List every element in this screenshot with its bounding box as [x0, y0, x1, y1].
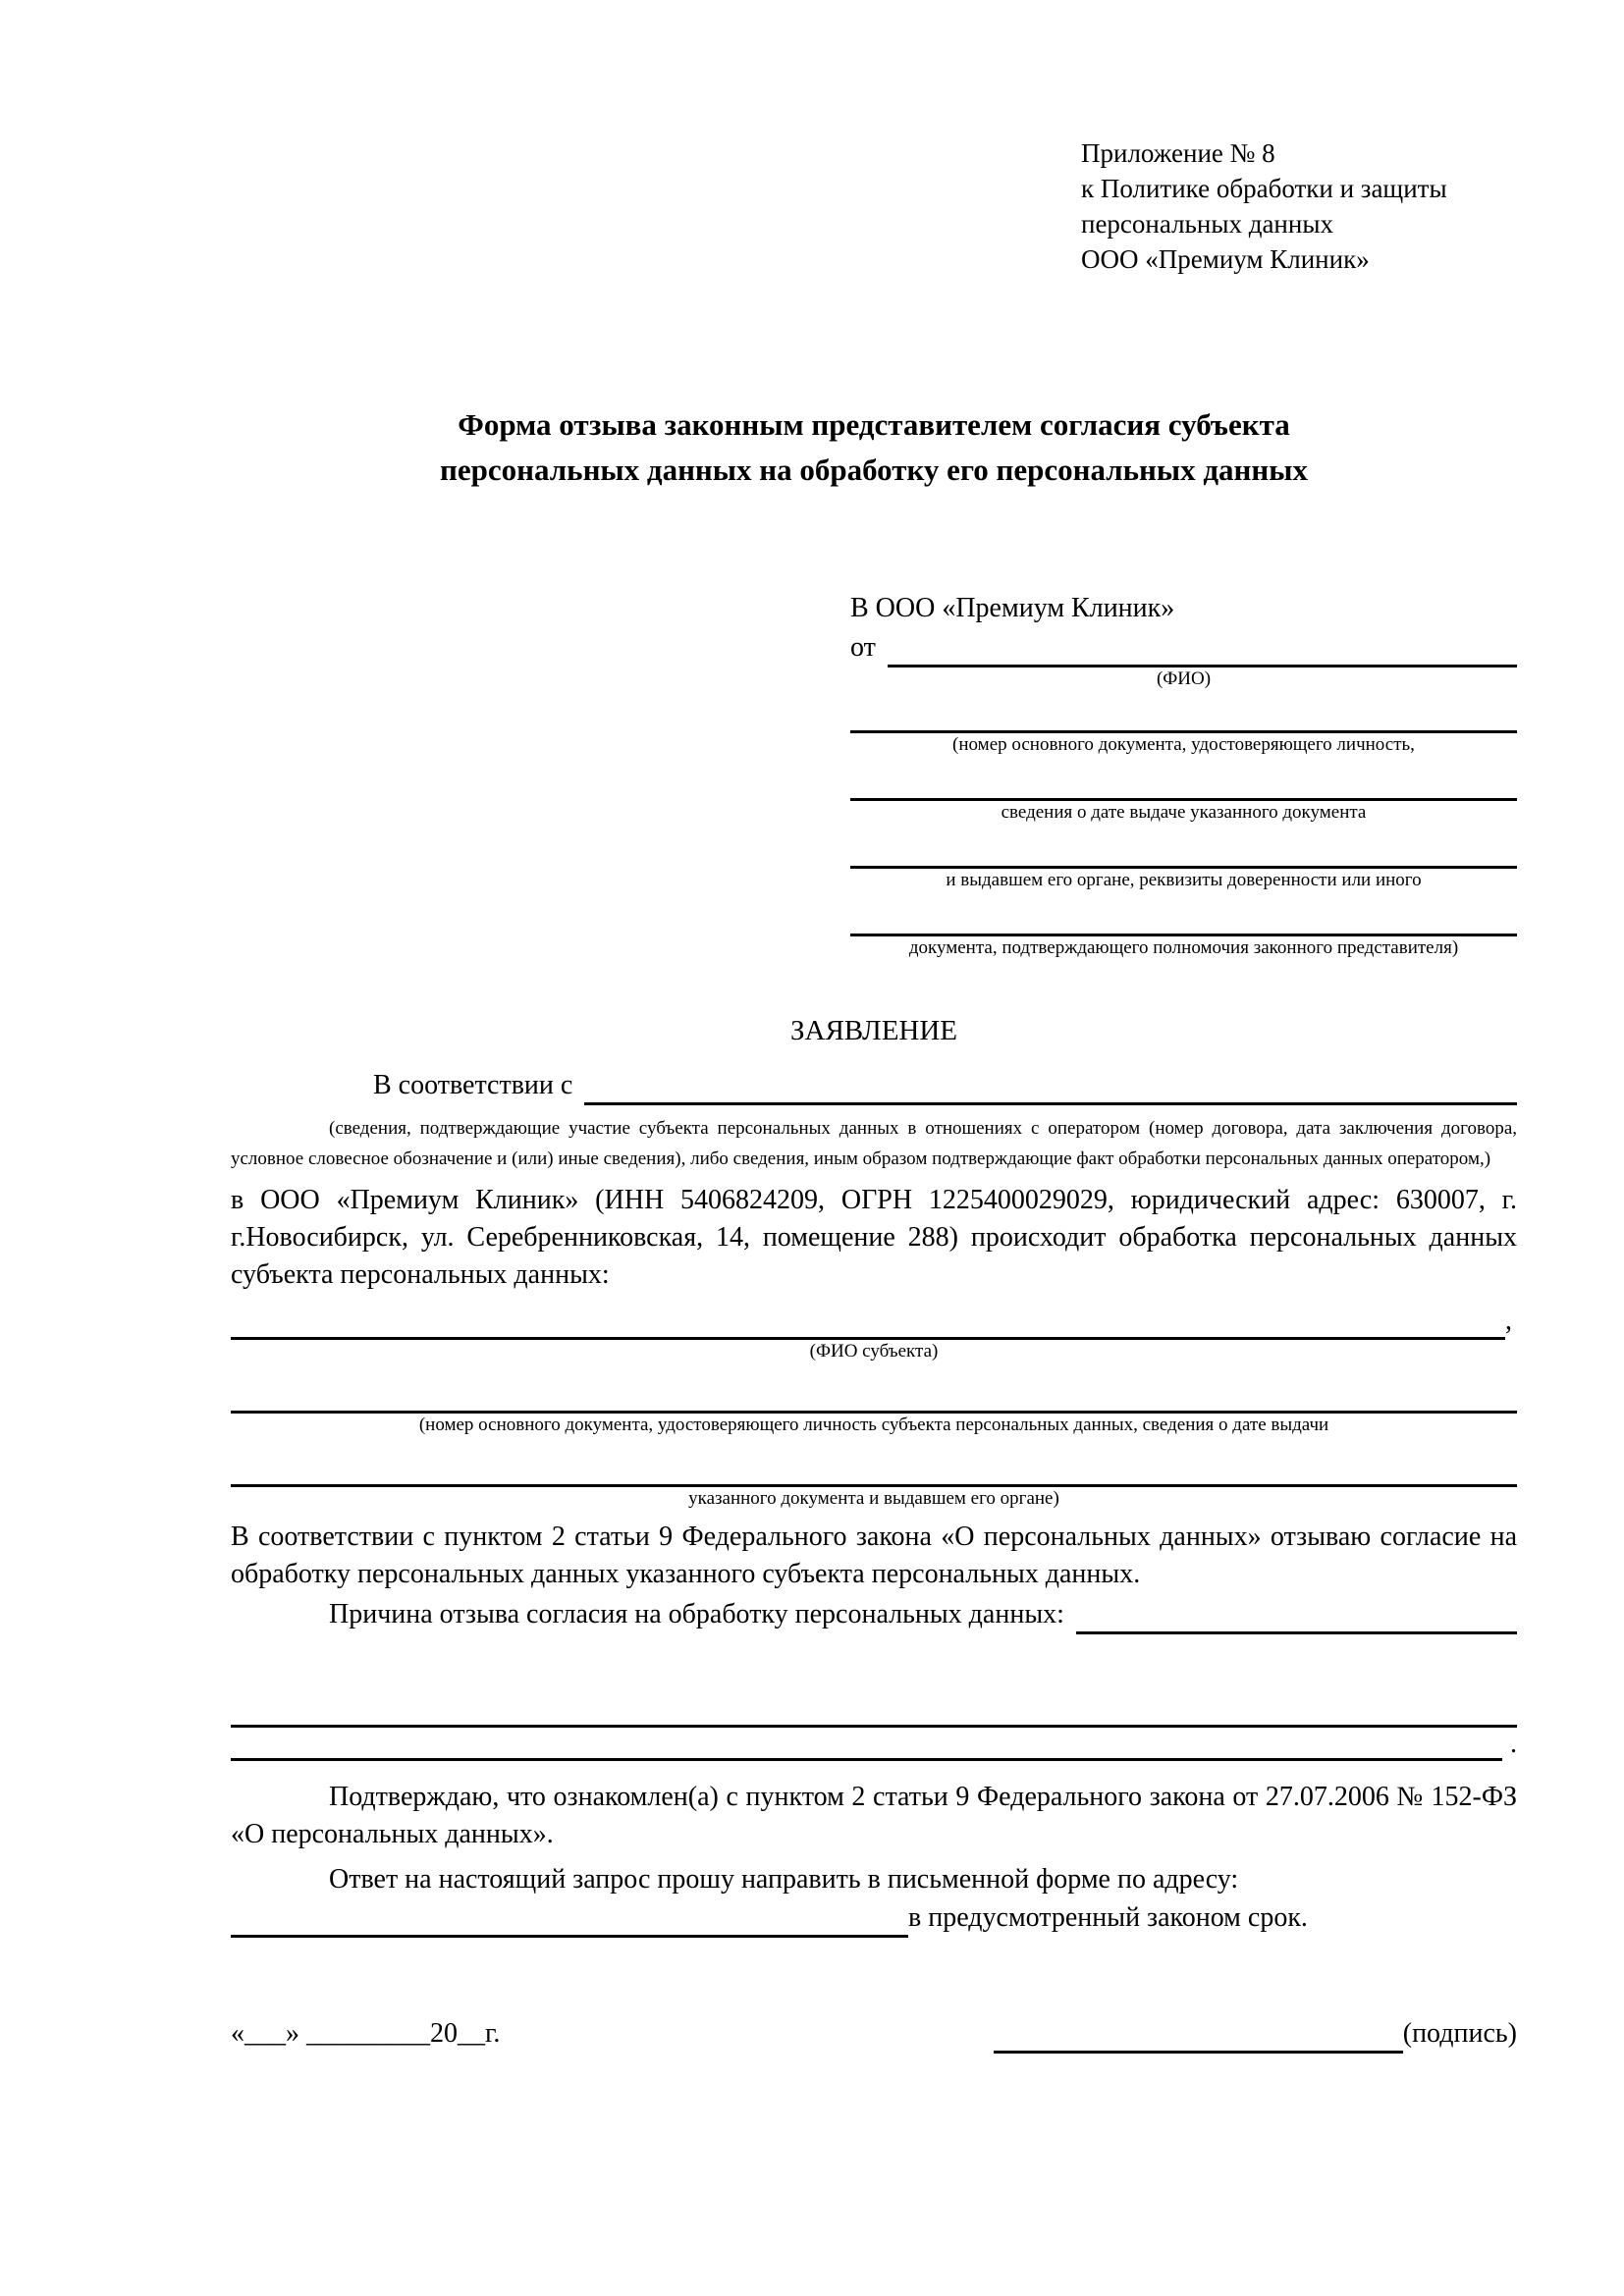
addressee-block [850, 589, 1517, 960]
footer-row [231, 2014, 1517, 2054]
operator-paragraph: в ООО «Премиум Клиник» (ИНН 5406824209, ОГРН 1225400029029, юридический адрес: 630007, г. г.Новосибирск, ул. Серебренниковская, 14, помещение 288) происходит обработка персональных данных субъекта персональных данных: [231, 1185, 1517, 1290]
appendix-line-1: Приложение № 8 [1081, 138, 1275, 168]
doc-blank-line-1 [850, 691, 1517, 733]
withdrawal-paragraph: В соответствии с пунктом 2 статьи 9 Федерального закона «О персональных данных» отзываю согласие на обработку персональных данных указанного субъекта персональных данных. [231, 1522, 1517, 1589]
signature-blank-line [994, 2017, 1403, 2054]
addressee-to: В ООО «Премиум Клиник» [850, 593, 1175, 623]
fio-blank-line [888, 631, 1517, 667]
trailing-comma: , [1505, 1306, 1512, 1336]
doc-line-caption-1: (номер основного документа, удостоверяющего личность, [952, 734, 1415, 755]
reason-extra-blank-line-2 [231, 1729, 1502, 1761]
trailing-period: . [1510, 1729, 1517, 1759]
subject-fio-caption: (ФИО субъекта) [809, 1341, 939, 1362]
accordance-caption: (сведения, подтверждающие участие субъекта персональных данных в отношениях с оператором (номер договора, дата заключения договора, условное словесное обозначение и (или) иные сведения), либо сведения, иным образом подтверждающие факт обработки персональных данных оператором,) [231, 1118, 1517, 1169]
reason-label: Причина отзыва согласия на обработку персональных данных: [329, 1599, 1064, 1629]
document-title-line-1: Форма отзыва законным представителем согласия субъекта [458, 407, 1290, 442]
document-content [231, 0, 1517, 2054]
addressee-from-label: от [850, 632, 876, 663]
addressee-from-row [850, 628, 1517, 667]
accordance-blank-line [584, 1069, 1517, 1105]
subject-doc-blank-line-2 [231, 1437, 1517, 1487]
doc-line-group-2 [850, 759, 1517, 825]
reply-tail: в предусмотренный законом срок. [908, 1902, 1308, 1933]
accordance-label: В соответствии с [373, 1070, 573, 1100]
document-title-line-2: персональных данных на обработку его персональных данных [440, 453, 1308, 487]
appendix-line-2: к Политике обработки и защиты [1081, 174, 1447, 203]
signature-block [994, 2014, 1517, 2054]
reply-address-row [231, 1898, 1517, 1938]
date-line: «___» _________20__г. [231, 2018, 501, 2049]
confirm-paragraph: Подтверждаю, что ознакомлен(а) с пунктом 2 статьи 9 Федерального закона от 27.07.2006 № 152-ФЗ «О персональных данных». [231, 1782, 1517, 1849]
reply-address-blank-line [231, 1901, 908, 1938]
doc-line-caption-2: сведения о дате выдаче указанного документа [1001, 802, 1367, 823]
statement-heading: ЗАЯВЛЕНИЕ [789, 1015, 958, 1046]
subject-fio-row [231, 1294, 1517, 1340]
accordance-row [231, 1066, 1517, 1105]
doc-blank-line-2 [850, 759, 1517, 801]
fio-caption: (ФИО) [1156, 668, 1212, 689]
reason-blank-line [1076, 1598, 1517, 1634]
doc-blank-line-3 [850, 827, 1517, 869]
doc-line-group-4 [850, 894, 1517, 960]
signature-caption: (подпись) [1402, 2018, 1517, 2049]
subject-fio-blank-line [231, 1294, 1505, 1340]
reason-extra-blank-row-2 [231, 1728, 1517, 1761]
doc-line-group-3 [850, 827, 1517, 892]
reply-paragraph: Ответ на настоящий запрос прошу направить в письменной форме по адресу: [329, 1864, 1239, 1895]
appendix-line-3: персональных данных [1081, 209, 1333, 239]
doc-line-caption-3: и выдавшем его органе, реквизиты доверенности или иного [946, 870, 1422, 890]
doc-line-group-1 [850, 691, 1517, 757]
appendix-block [1081, 0, 1517, 277]
subject-doc-caption-2: указанного документа и выдавшем его органе) [688, 1488, 1059, 1509]
doc-line-caption-4: документа, подтверждающего полномочия законного представителя) [908, 937, 1459, 958]
empty-line-spacer [231, 1634, 1517, 1674]
document-title [231, 402, 1517, 493]
subject-doc-caption-1: (номер основного документа, удостоверяющего личность субъекта персональных данных, сведения о дате выдачи [418, 1415, 1329, 1435]
reason-row [231, 1595, 1517, 1634]
doc-blank-line-4 [850, 894, 1517, 936]
subject-doc-blank-line-1 [231, 1363, 1517, 1414]
appendix-line-4: ООО «Премиум Клиник» [1081, 244, 1370, 274]
reason-extra-blank-line-1 [231, 1674, 1517, 1728]
